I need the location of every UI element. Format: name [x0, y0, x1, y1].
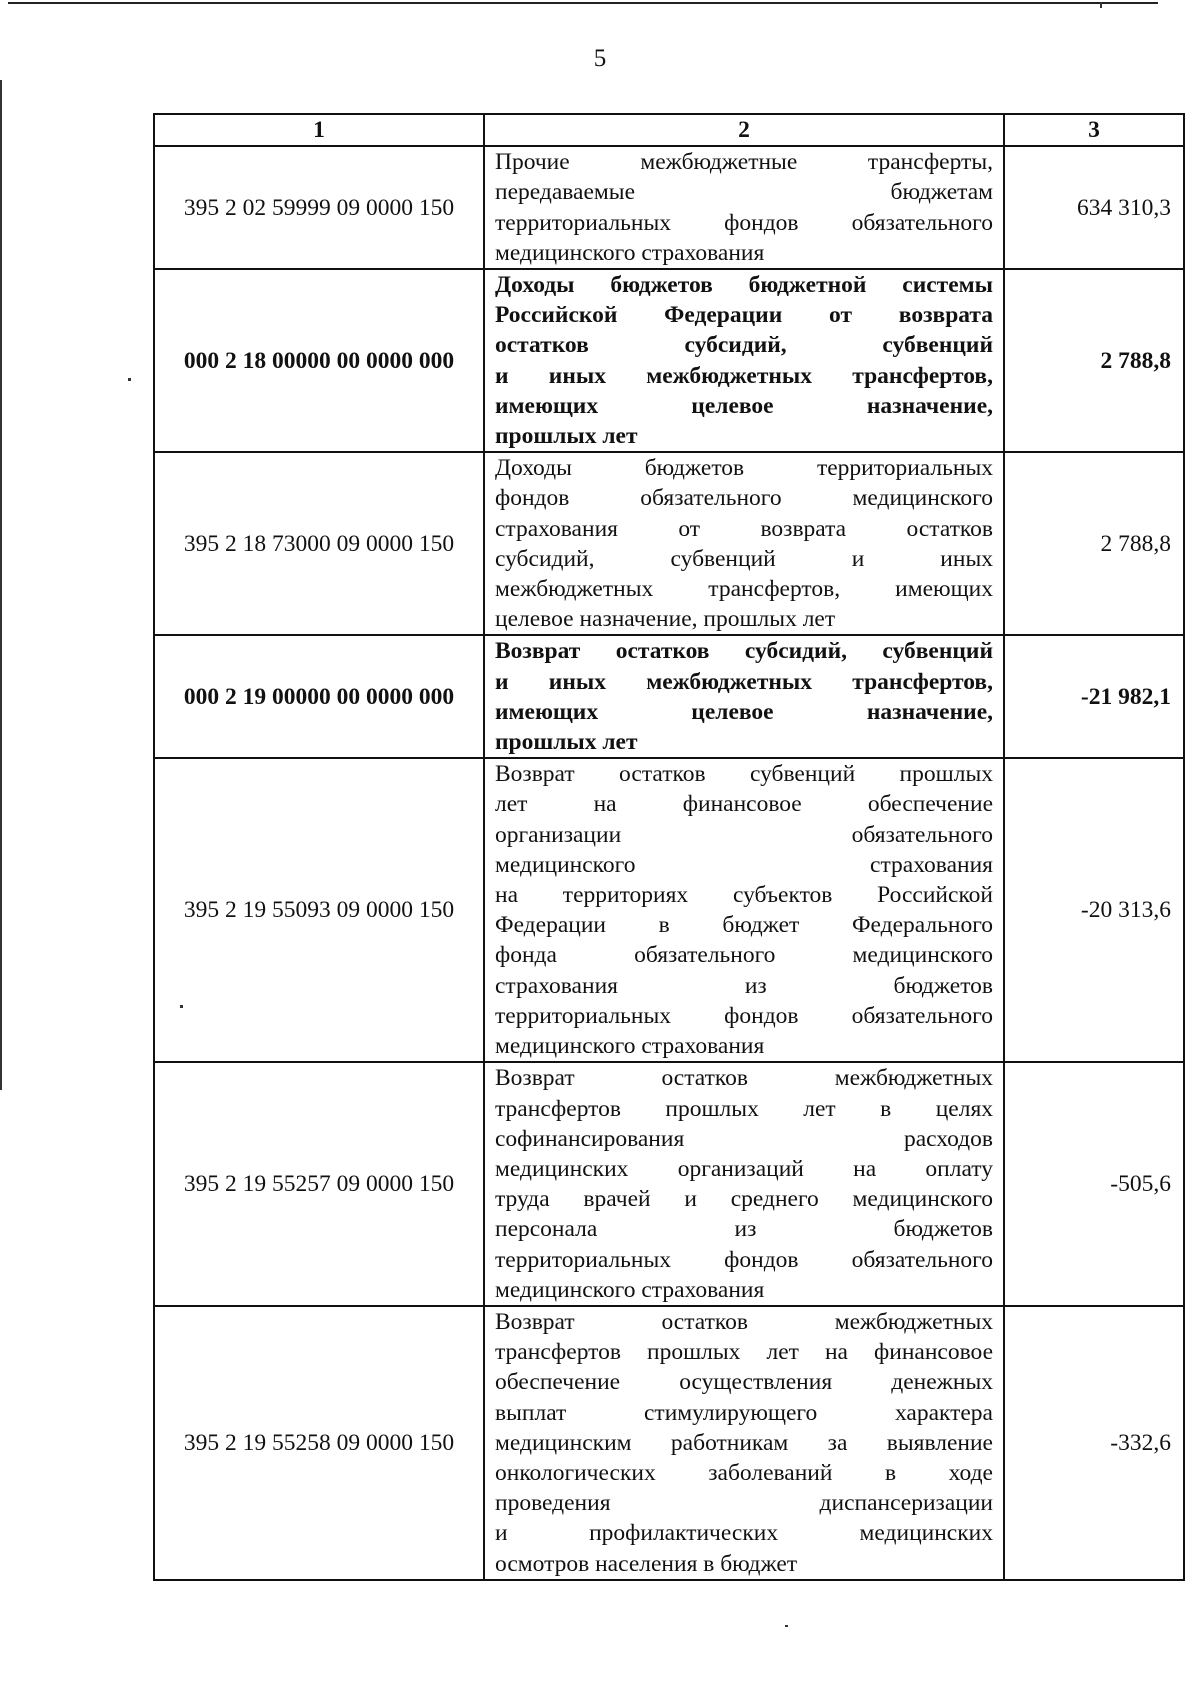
description-line: субсидий, субвенций и иных: [495, 545, 993, 572]
description-line: медицинского страхования: [495, 1276, 765, 1303]
description-line: Возврат остатков субвенций прошлых: [495, 761, 993, 788]
description-cell: [484, 758, 1004, 1062]
description-line: софинансирования расходов: [495, 1125, 993, 1152]
description-line: Возврат остатков межбюджетных: [495, 1065, 993, 1092]
description-line: прошлых лет: [495, 423, 638, 450]
column-header-3: 3: [1004, 114, 1184, 146]
description-cell: [484, 1306, 1004, 1580]
scan-mark-left: [0, 80, 2, 1090]
description-cell: [484, 1062, 1004, 1306]
description-line: передаваемые бюджетам: [495, 179, 993, 206]
description-line: прошлых лет: [495, 729, 638, 756]
description-cell: [484, 146, 1004, 269]
amount-cell: 2 788,8: [1004, 452, 1184, 635]
scan-top-border: [8, 2, 1158, 4]
table-body: [154, 146, 1184, 1580]
description-line: Российской Федерации от возврата: [495, 302, 993, 329]
description-line: страхования из бюджетов: [495, 972, 993, 999]
budget-code-cell: 395 2 18 73000 09 0000 150: [154, 452, 484, 635]
description-line: организации обязательного: [495, 821, 993, 848]
budget-table: [153, 113, 1185, 1581]
table-row: [154, 452, 1184, 635]
budget-code-cell: 395 2 19 55258 09 0000 150: [154, 1306, 484, 1580]
description-line: Доходы бюджетов бюджетной системы: [495, 272, 993, 299]
table-row: [154, 758, 1184, 1062]
table-row: [154, 1306, 1184, 1580]
page-number: 5: [593, 45, 607, 72]
table-row: [154, 146, 1184, 269]
amount-cell: -20 313,6: [1004, 758, 1184, 1062]
description-line: проведения диспансеризации: [495, 1490, 993, 1517]
description-cell: [484, 635, 1004, 758]
amount-cell: 2 788,8: [1004, 269, 1184, 452]
description-line: труда врачей и среднего медицинского: [495, 1186, 993, 1213]
description-line: остатков субсидий, субвенций: [495, 332, 993, 359]
column-header-1: 1: [154, 114, 484, 146]
description-line: персонала из бюджетов: [495, 1216, 993, 1243]
description-line: межбюджетных трансфертов, имеющих: [495, 576, 993, 603]
table-header-row: [154, 114, 1184, 146]
description-line: страхования от возврата остатков: [495, 515, 993, 542]
description-line: и иных межбюджетных трансфертов,: [495, 362, 993, 389]
description-line: Прочие межбюджетные трансферты,: [495, 149, 993, 176]
amount-cell: -21 982,1: [1004, 635, 1184, 758]
column-header-2: 2: [484, 114, 1004, 146]
description-line: трансфертов прошлых лет в целях: [495, 1095, 993, 1122]
description-line: имеющих целевое назначение,: [495, 392, 993, 419]
table-row: [154, 269, 1184, 452]
description-line: фонда обязательного медицинского: [495, 942, 993, 969]
description-cell: [484, 269, 1004, 452]
amount-cell: -332,6: [1004, 1306, 1184, 1580]
budget-code-cell: 395 2 19 55257 09 0000 150: [154, 1062, 484, 1306]
description-line: Возврат остатков межбюджетных: [495, 1308, 993, 1335]
description-line: медицинского страхования: [495, 851, 993, 878]
description-line: выплат стимулирующего характера: [495, 1399, 993, 1426]
description-line: имеющих целевое назначение,: [495, 698, 993, 725]
description-cell: [484, 452, 1004, 635]
description-line: трансфертов прошлых лет на финансовое: [495, 1339, 993, 1366]
description-line: территориальных фондов обязательного: [495, 1246, 993, 1273]
scan-mark-dot-4: [785, 1625, 788, 1627]
description-line: обеспечение осуществления денежных: [495, 1369, 993, 1396]
description-line: осмотров населения в бюджет: [495, 1550, 798, 1577]
description-line: онкологических заболеваний в ходе: [495, 1459, 993, 1486]
scan-mark-dot-1: [128, 378, 131, 381]
description-line: фондов обязательного медицинского: [495, 485, 993, 512]
description-line: Доходы бюджетов территориальных: [495, 455, 993, 482]
description-line: медицинских организаций на оплату: [495, 1155, 993, 1182]
description-line: целевое назначение, прошлых лет: [495, 606, 836, 633]
description-line: медицинского страхования: [495, 1033, 765, 1060]
table-row: [154, 1062, 1184, 1306]
description-line: медицинским работникам за выявление: [495, 1429, 993, 1456]
description-line: и профилактических медицинских: [495, 1520, 993, 1547]
description-line: Федерации в бюджет Федерального: [495, 912, 993, 939]
amount-cell: -505,6: [1004, 1062, 1184, 1306]
budget-code-cell: 000 2 18 00000 00 0000 000: [154, 269, 484, 452]
description-line: лет на финансовое обеспечение: [495, 791, 993, 818]
description-line: территориальных фондов обязательного: [495, 1002, 993, 1029]
description-line: на территориях субъектов Российской: [495, 882, 993, 909]
scan-mark-dot-3: [1100, 2, 1102, 8]
description-line: территориальных фондов обязательного: [495, 209, 993, 236]
amount-cell: 634 310,3: [1004, 146, 1184, 269]
description-line: и иных межбюджетных трансфертов,: [495, 668, 993, 695]
budget-code-cell: 395 2 19 55093 09 0000 150: [154, 758, 484, 1062]
budget-code-cell: 395 2 02 59999 09 0000 150: [154, 146, 484, 269]
description-line: медицинского страхования: [495, 239, 765, 266]
table-row: [154, 635, 1184, 758]
description-line: Возврат остатков субсидий, субвенций: [495, 638, 993, 665]
budget-code-cell: 000 2 19 00000 00 0000 000: [154, 635, 484, 758]
